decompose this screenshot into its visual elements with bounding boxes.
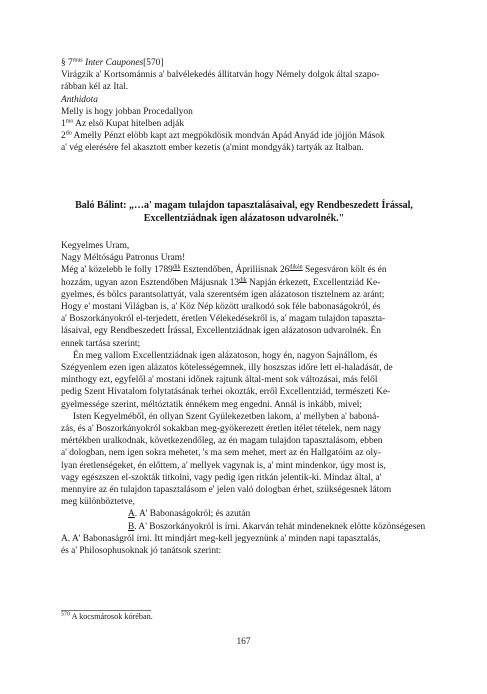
paragraph-line: mértékben uralkodnak, következendőleg, az én magam tulajdon tapasztalásom, ebben	[61, 436, 383, 447]
list-item-b: B. A' Boszorkányokról is írni. Akarván tehát mindeneknek elötte közönségesen	[128, 521, 426, 532]
list-item-a: A. A' Babonaságokról; és azután	[128, 509, 251, 520]
salutation: Nagy Méltóságu Patronus Uram!	[61, 253, 186, 264]
rubric-line: § $7^{mus}$ Inter Caupones[570]	[61, 57, 164, 68]
numbered-item-2: $2^{do}$ Amelly Pénzt elöbb kapt azt megpökdösik mondván Apád Anyád ide jöjjön Mások	[61, 130, 385, 142]
text-line: a' vég elerésére fel akasztott ember kezetis (a'mint mondgyák) tartyák az Italban.	[61, 143, 364, 154]
paragraph-line: Isten Kegyelméből, én ollyan Szent Gyülekezetben lakom, a' mellyben a' baboná-	[73, 411, 380, 422]
paragraph-line: gyelmes, és bölcs parantsolattyát, vala szerentsém igen alázatoson tisztelnem az aránt;	[61, 289, 385, 300]
paragraph-line: lyan éretlenségeket, én előttem, a' mellyek vagynak is, a' mint mindenkor, úgy most is,	[61, 460, 386, 471]
paragraph-line: zás, és a' Boszorkányokról sokakban meg-gyökerezett éretlen itélet tételek, nem nagy	[61, 424, 382, 435]
paragraph-line: Hogy e' mostani Világban is, a' Köz Nép között uralkodó sok féle babonaságokról, és	[61, 302, 381, 313]
paragraph-line: gyelmessége szerint, méltóztatik énnékem meg engedni. Annál is inkább, mivel;	[61, 399, 362, 410]
page-number: 167	[236, 637, 251, 647]
archival-excerpt	[61, 57, 427, 155]
footnote-ref: [570]	[143, 58, 164, 68]
text-line: Virágzik a' Kortsománnis a' balvélekedés állítatván hogy Némely dolgok által szapo-	[61, 70, 380, 81]
paragraph-line: vagy egészszen el-szokták titkolni, vagy pedig igen ritkán jelentik-ki. Mindaz által, a'	[61, 472, 382, 483]
paragraph-line: meg különböztetve,	[61, 497, 135, 508]
antidota-label: Anthidota	[61, 94, 98, 105]
footnote: $^{570}$ A kocsmárosok kóréban.	[61, 611, 153, 621]
paragraph-line: A. A' Babonaságról írni. Itt mindjárt meg-kell jegyeznünk a' minden napi tapasztalás,	[61, 533, 381, 544]
paragraph-line: hozzám, ugyan azon Esztendőben Májusnak $13^{dik}$ Napján érkezett, Excellentziád Ke-	[61, 277, 381, 288]
paragraph-line: Szégyenlem ezen igen alázatos kötelességemnek, illy hoszszas időre lett el-haladását, de	[61, 363, 393, 374]
letter-body	[61, 240, 427, 557]
paragraph-line: pedig Szent Hivatalom folytatásának terhei okozták, erről Excellentziád, természeti Ke-	[61, 387, 391, 398]
text-line: Melly is hogy jobban Procedallyon	[61, 106, 193, 117]
text-line: rábban kél az Ital.	[61, 82, 129, 93]
section-heading: Baló Bálint: „…a' magam tulajdon tapasztalásaival, egy Rendbeszedett Írással, Excellentziádnak igen alázatoson udvarolnék."	[75, 200, 413, 224]
paragraph-line: Én meg vallom Excellentziádnak igen alázatoson, hogy én, nagyon Sajnállom, és	[73, 350, 378, 361]
paragraph-line: a' dologban, nem igen sokra mehetet, 's ma sem mehet, mert az én Hallgatóim az oly-	[61, 448, 381, 459]
numbered-item-1: $1^{mo}$ Az elsö Kupat hitelben adják	[61, 118, 185, 130]
footnote-divider	[61, 610, 151, 611]
paragraph-line: mennyire az én tulajdon tapasztalásom e' jelen való dologban érhet, szükségesnek látom	[61, 485, 392, 496]
paragraph-line: a' Boszorkányokról el-terjedett, éretlen Vélekedésekről is, a' magam tulajdon tapaszta-	[61, 314, 386, 325]
rubric-title: Inter Caupones	[85, 58, 144, 68]
paragraph-line: lásaival, egy Rendbeszedett Írással, Excellentziádnak igen alázatoson udvarolnék. Én	[61, 326, 381, 337]
paragraph-line: minthogy ezt, egyfelől a' mostani időnek rajtunk által-ment sok változásai, más felől	[61, 375, 378, 386]
paragraph-line: ennek tartása szerint;	[61, 338, 141, 349]
salutation: Kegyelmes Uram,	[61, 241, 130, 251]
paragraph-line: és a' Philosophusoknak jó tanátsok szerint:	[61, 546, 222, 557]
paragraph-line: Még a' közelebb le folly $1789^{dik}$ Esztendőben, Ápriliisnak $26^{dikán}$ Segesváron költ és én	[61, 264, 387, 276]
